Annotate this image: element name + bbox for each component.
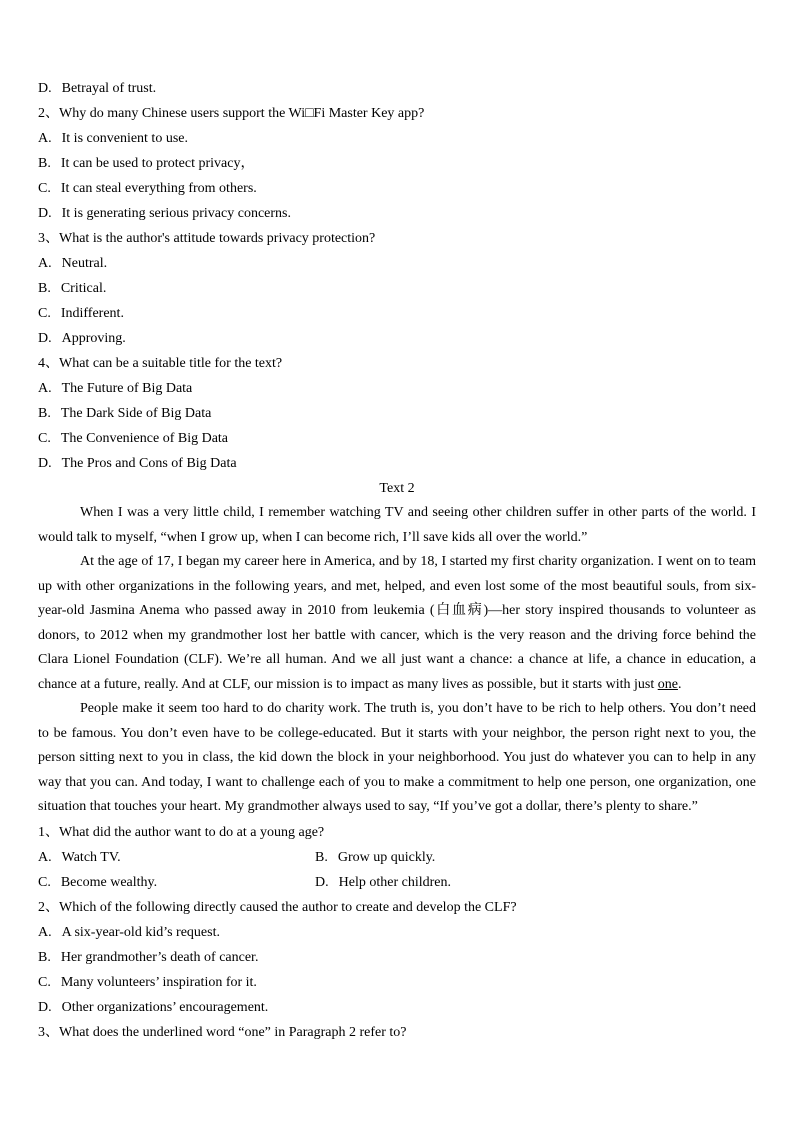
option-label: D. — [38, 999, 52, 1015]
option-label: A. — [38, 924, 52, 940]
option-text: Become wealthy. — [60, 874, 158, 890]
question-line — [38, 101, 756, 126]
passage-paragraph: When I was a very little child, I remember watching TV and seeing other children suffer in other parts of the world. I would talk to myself, “when I grow up, when I can become rich, I’ll save kids all over the world.” — [38, 505, 756, 545]
option-line — [38, 251, 756, 276]
option-text: Her grandmother’s death of cancer. — [60, 949, 259, 965]
question-line — [38, 1020, 756, 1045]
question-stem: What can be a suitable title for the text? — [59, 356, 283, 371]
option-label: C. — [38, 431, 51, 446]
option-label: A. — [38, 381, 52, 396]
option-text: Other organizations’ encouragement. — [61, 999, 269, 1015]
option-line — [38, 995, 756, 1020]
option-line — [315, 870, 451, 895]
option-text: The Pros and Cons of Big Data — [61, 456, 237, 471]
option-line — [38, 176, 756, 201]
question-stem: Which of the following directly caused the author to create and develop the CLF? — [59, 899, 517, 915]
option-label: C. — [38, 874, 51, 890]
option-row — [38, 845, 756, 870]
option-text: A six-year-old kid’s request. — [61, 924, 220, 940]
option-line — [38, 945, 756, 970]
option-text: Approving. — [61, 331, 126, 346]
option-line — [38, 970, 756, 995]
option-line — [38, 376, 756, 401]
question-stem: What does the underlined word “one” in Paragraph 2 refer to? — [59, 1024, 407, 1040]
question-stem: Why do many Chinese users support the Wi□Fi Master Key app? — [59, 106, 425, 121]
option-line — [38, 76, 756, 101]
option-line — [38, 201, 756, 226]
option-text: It is convenient to use. — [61, 131, 188, 146]
option-text: Grow up quickly. — [337, 849, 436, 865]
option-text: Critical. — [60, 281, 107, 296]
option-line — [38, 276, 756, 301]
option-text: The Convenience of Big Data — [60, 431, 229, 446]
option-label: D. — [38, 81, 52, 96]
option-line — [38, 301, 756, 326]
question-line — [38, 226, 756, 251]
option-label: C. — [38, 974, 51, 990]
option-line — [38, 451, 756, 476]
option-text: Watch TV. — [61, 849, 121, 865]
option-label: B. — [38, 949, 51, 965]
option-line — [38, 326, 756, 351]
option-label: A. — [38, 849, 52, 865]
option-text: Neutral. — [61, 256, 108, 271]
question-number: 3、 — [38, 1024, 59, 1040]
option-text: Help other children. — [338, 874, 451, 890]
option-text: It is generating serious privacy concerns. — [61, 206, 291, 221]
option-label: B. — [315, 849, 328, 865]
question-stem: What is the author's attitude towards privacy protection? — [59, 231, 376, 246]
option-line — [38, 845, 315, 870]
option-label: C. — [38, 306, 51, 321]
option-line — [315, 845, 435, 870]
option-text: The Dark Side of Big Data — [60, 406, 212, 421]
option-text: The Future of Big Data — [61, 381, 193, 396]
question-number: 1、 — [38, 824, 59, 840]
option-text: Betrayal of trust. — [61, 81, 157, 96]
option-label: B. — [38, 281, 51, 296]
question-number: 3、 — [38, 231, 59, 246]
question-number: 2、 — [38, 106, 59, 121]
underlined-word: one — [657, 676, 678, 692]
option-line — [38, 126, 756, 151]
option-text: Indifferent. — [60, 306, 124, 321]
option-text: It can be used to protect privacy， — [60, 156, 255, 171]
option-label: B. — [38, 156, 51, 171]
option-label: D. — [38, 206, 52, 221]
question-stem: What did the author want to do at a young age? — [59, 824, 325, 840]
option-label: A. — [38, 256, 52, 271]
option-label: D. — [38, 331, 52, 346]
passage-paragraph: People make it seem too hard to do charity work. The truth is, you don’t have to be rich to help others. You don’t need to be famous. You don’t even have to be college-educated. But it starts with your neighbor, the person right next to you, the person sitting next to you in class, the kid down the block in your neighborhood. You just do whatever you can to help in any way that you can. And today, I want to challenge each of you to make a commitment to help one person, one organization, one situation that touches your heart. My grandmother always used to say, “If you’ve got a dollar, there’s plenty to share.” — [38, 701, 756, 814]
question-number: 4、 — [38, 356, 59, 371]
option-label: C. — [38, 181, 51, 196]
option-row — [38, 870, 756, 895]
option-text: Many volunteers’ inspiration for it. — [60, 974, 257, 990]
question-line — [38, 820, 756, 845]
option-text: It can steal everything from others. — [60, 181, 257, 196]
paragraph-text: At the age of 17, I began my career here in America, and by 18, I started my first charity organization. I went on to team up with other organizations in the following years, and met, helped, and even lost some of the most beautiful souls, from six-year-old Jasmina Anema who passed away in 2010 from leukemia (白血病)—her story inspired thousands to volunteer as donors, to 2012 when my grandmother lost her battle with cancer, which is the very reason and the driving force behind the Clara Lionel Foundation (CLF). We’re all human. And we all just want a chance: a chance at life, a chance in education, a chance at a future, really. And at CLF, our mission is to impact as many lives as possible, but it starts with just — [38, 554, 756, 692]
paragraph-text: . — [677, 676, 682, 692]
option-label: D. — [38, 456, 52, 471]
option-line — [38, 401, 756, 426]
passage-paragraph — [38, 550, 756, 697]
option-line — [38, 870, 315, 895]
option-label: D. — [315, 874, 329, 890]
option-line — [38, 426, 756, 451]
question-number: 2、 — [38, 899, 59, 915]
passage-title: Text 2 — [379, 481, 415, 496]
question-line — [38, 351, 756, 376]
option-label: B. — [38, 406, 51, 421]
option-line — [38, 151, 756, 176]
option-label: A. — [38, 131, 52, 146]
option-line — [38, 920, 756, 945]
question-line — [38, 895, 756, 920]
